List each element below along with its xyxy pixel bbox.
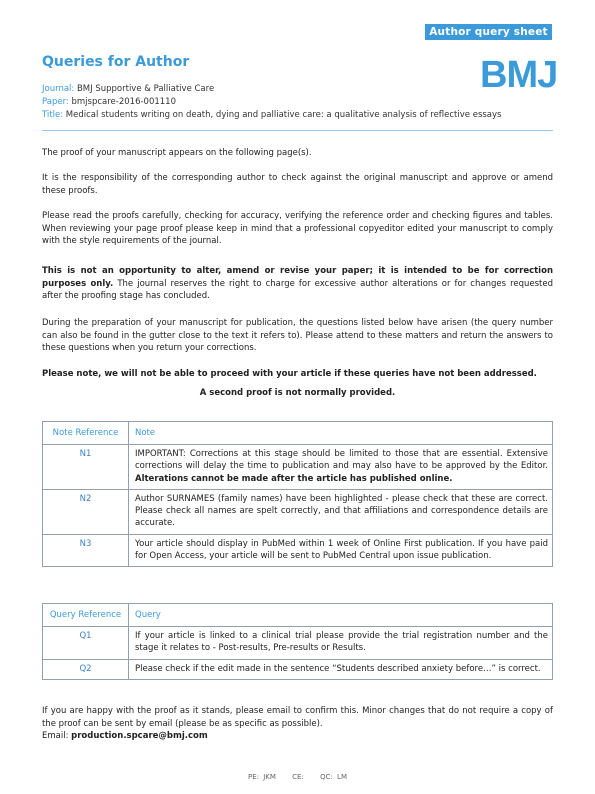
- title-line: [42, 110, 501, 120]
- query-ref: Q2: [43, 659, 129, 679]
- intro-paragraph-4-rest: The journal reserves the right to charge for excessive author alterations or for changes requested after the proofing stage has concluded.: [42, 278, 554, 302]
- query-ref: Q1: [43, 627, 129, 660]
- query-text: Please check if the edit made in the sentence “Students described anxiety before…” is correct.: [129, 659, 553, 679]
- intro-paragraph-4: [42, 265, 553, 303]
- notes-table-header: [43, 422, 553, 445]
- table-row: [43, 534, 553, 567]
- intro-paragraph-3: Please read the proofs carefully, checking for accuracy, verifying the reference order and checking figures and tables. When reviewing your page proof please keep in mind that a professional copyeditor edited your manuscript to comply with the style requirements of the journal.: [42, 211, 553, 247]
- table-row: [43, 445, 553, 490]
- proof-footer: [0, 773, 595, 781]
- notes-table: [42, 421, 553, 567]
- email-label: Email:: [42, 731, 72, 741]
- journal-line: [42, 84, 214, 94]
- paper-line: [42, 97, 176, 107]
- intro-paragraph-1: The proof of your manuscript appears on the following page(s).: [42, 148, 312, 158]
- title-value: Medical students writing on death, dying and palliative care: a qualitative analysis of reflective essays: [65, 110, 502, 120]
- title-label: Title:: [42, 110, 64, 120]
- journal-label: Journal:: [42, 84, 75, 94]
- queries-table: [42, 603, 553, 680]
- queries-col-text: Query: [129, 604, 553, 627]
- journal-value: BMJ Supportive & Palliative Care: [76, 84, 215, 94]
- email-line: [42, 730, 553, 743]
- note-text-bold: Alterations cannot be made after the article has published online.: [135, 473, 453, 484]
- note-text: [129, 445, 553, 490]
- note-ref: N1: [43, 445, 129, 490]
- intro-paragraph-7: A second proof is not normally provided.: [199, 388, 396, 398]
- note-text: Your article should display in PubMed within 1 week of Online First publication. If you have paid for Open Access, your article will be sent to PubMed Central upon issue publication.: [129, 534, 553, 567]
- intro-paragraph-5: During the preparation of your manuscript for publication, the questions listed below have arisen (the query number can also be found in the gutter close to the text it refers to). Please attend to these matters and return the answers to these questions when you return your corrections.: [42, 318, 553, 354]
- queries-table-header: [43, 604, 553, 627]
- table-row: [43, 659, 553, 679]
- table-row: [43, 489, 553, 534]
- table-row: [43, 627, 553, 660]
- note-ref: N3: [43, 534, 129, 567]
- note-text: Author SURNAMES (family names) have been highlighted - please check that these are correct. Please check all names are spelt correctly, and that affiliations and correspondence details are accurate.: [129, 489, 553, 534]
- note-ref: N2: [43, 489, 129, 534]
- query-text: If your article is linked to a clinical trial please provide the trial registration number and the stage it relates to - Post-results, Pre-results or Results.: [129, 627, 553, 660]
- closing-paragraph: If you are happy with the proof as it stands, please email to confirm this. Minor changes that do not require a copy of the proof can be sent by email (please be as specific as possible).: [42, 706, 553, 729]
- footer-ce: CE:: [292, 773, 304, 781]
- paper-value: bmjspcare-2016-001110: [71, 97, 176, 107]
- queries-col-ref: Query Reference: [43, 604, 129, 627]
- intro-paragraph-4-bold: This is not an opportunity to alter, amend or revise your paper; it is intended to be for correction purposes only.: [42, 266, 553, 289]
- notes-col-ref: Note Reference: [43, 422, 129, 445]
- author-query-sheet-banner: Author query sheet: [425, 24, 552, 40]
- page-title: Queries for Author: [42, 54, 190, 70]
- paper-label: Paper:: [42, 97, 69, 107]
- email-link[interactable]: production.spcare@bmj.com: [71, 731, 208, 741]
- footer-pe: PE: JKM: [248, 773, 276, 781]
- note-text-plain: IMPORTANT: Corrections at this stage should be limited to those that are essential. Extensive corrections will delay the time to publication and may also have to be approved by the Editor.: [135, 449, 548, 472]
- notes-col-text: Note: [129, 422, 553, 445]
- intro-paragraph-2: It is the responsibility of the corresponding author to check against the original manuscript and approve or amend these proofs.: [42, 173, 553, 196]
- header-divider: [42, 130, 553, 131]
- bmj-logo: BMJ: [480, 54, 558, 96]
- intro-paragraph-6: Please note, we will not be able to proceed with your article if these queries have not been addressed.: [42, 369, 537, 379]
- footer-qc: QC: LM: [320, 773, 347, 781]
